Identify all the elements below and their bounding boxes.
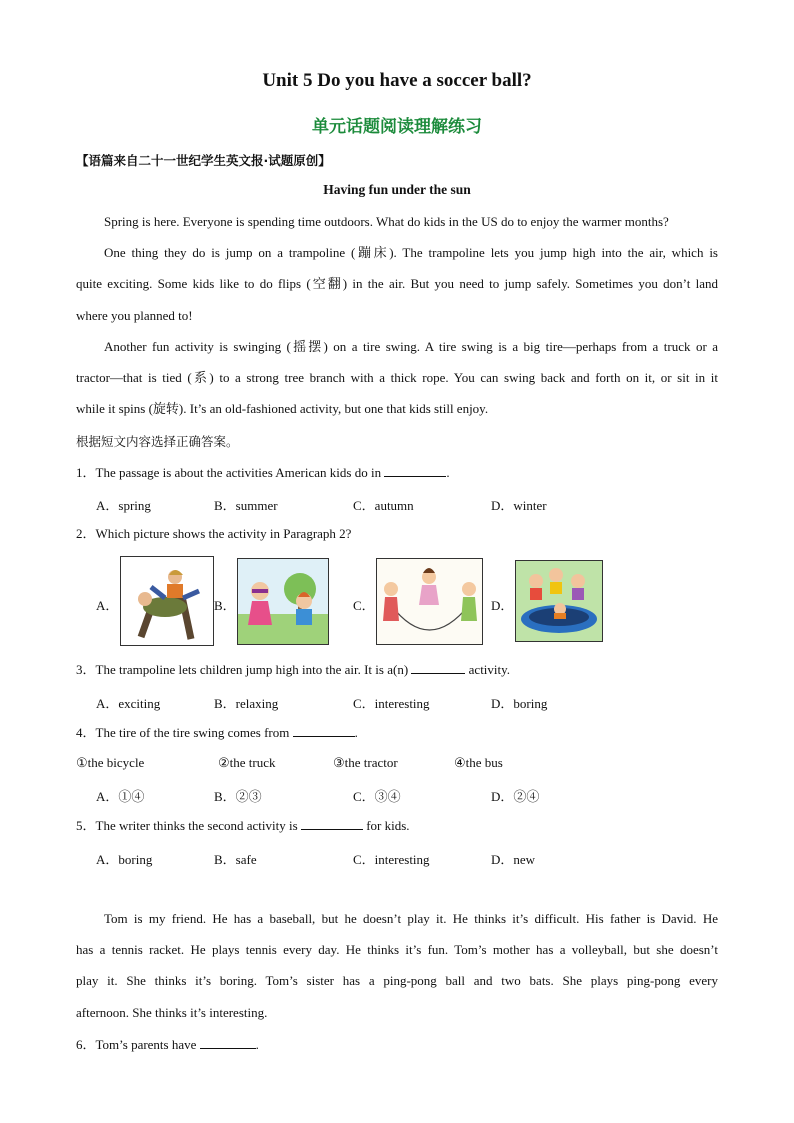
passage-line: where you planned to! xyxy=(76,308,193,323)
question-end: activity. xyxy=(468,662,511,677)
choice-item: ③the tractor xyxy=(333,755,398,770)
passage-line: Another fun activity is swinging (摇摆) on a tire swing. A tire swing is a big tire—perhaps from a truck or a xyxy=(104,339,718,354)
question-stem: 5．The writer thinks the second activity is xyxy=(76,818,298,833)
option-c[interactable]: C．③④ xyxy=(353,789,401,804)
picture-leapfrog[interactable] xyxy=(120,556,214,646)
picture-trampoline[interactable] xyxy=(515,560,603,642)
option-d[interactable]: D．winter xyxy=(491,498,547,513)
page-subtitle: 单元话题阅读理解练习 xyxy=(312,117,482,137)
passage-line: while it spins (旋转). It’s an old-fashioned activity, but one that kids still enjoy. xyxy=(76,401,489,416)
answer-blank[interactable] xyxy=(301,817,363,830)
question-stem: 1．The passage is about the activities American kids do in xyxy=(76,465,382,480)
passage-line: Spring is here. Everyone is spending time outdoors. What do kids in the US do to enjoy the warmer months? xyxy=(104,214,669,229)
option-a[interactable]: A．exciting xyxy=(96,696,161,711)
question-1 xyxy=(76,464,718,481)
option-c[interactable]: C． xyxy=(353,598,375,613)
passage-line: play it. She thinks it’s boring. Tom’s sister has a ping-pong ball and two bats. She plays ping-pong every xyxy=(76,973,718,988)
question-stem: 6．Tom’s parents have xyxy=(76,1037,197,1052)
question-5 xyxy=(76,817,718,834)
option-a[interactable]: A．boring xyxy=(96,852,153,867)
question-stem: 3．The trampoline lets children jump high into the air. It is a(n) xyxy=(76,662,409,677)
option-d[interactable]: D．new xyxy=(491,852,536,867)
question-4 xyxy=(76,724,718,741)
question-stem: 4．The tire of the tire swing comes from xyxy=(76,725,290,740)
option-d[interactable]: D．②④ xyxy=(491,789,540,804)
question-end: for kids. xyxy=(366,818,410,833)
instruction: 根据短文内容选择正确答案。 xyxy=(76,434,239,449)
option-b[interactable]: B．relaxing xyxy=(214,696,279,711)
picture-jump-rope[interactable] xyxy=(376,558,483,645)
option-c[interactable]: C．interesting xyxy=(353,696,430,711)
option-a[interactable]: A．spring xyxy=(96,498,151,513)
question-2: 2．Which picture shows the activity in Paragraph 2? xyxy=(76,526,352,541)
choice-item: ②the truck xyxy=(218,755,276,770)
question-end: . xyxy=(354,725,358,740)
option-a[interactable]: A． xyxy=(96,598,119,613)
answer-blank[interactable] xyxy=(200,1036,256,1049)
option-d[interactable]: D．boring xyxy=(491,696,548,711)
passage-line: One thing they do is jump on a trampoline (蹦床). The trampoline lets you jump high into the air, which is xyxy=(104,245,718,260)
answer-blank[interactable] xyxy=(411,661,465,674)
option-b[interactable]: B．②③ xyxy=(214,789,262,804)
option-b[interactable]: B．safe xyxy=(214,852,257,867)
passage-line: has a tennis racket. He plays tennis every day. He thinks it’s fun. Tom’s mother has a volleyball, but she doesn’t xyxy=(76,942,718,957)
page-title: Unit 5 Do you have a soccer ball? xyxy=(262,70,532,91)
option-c[interactable]: C．autumn xyxy=(353,498,414,513)
question-end: . xyxy=(446,465,450,480)
passage-title: Having fun under the sun xyxy=(323,182,471,197)
passage-line: tractor—that is tied (系) to a strong tree branch with a thick rope. You can swing back and forth on it, or sit in it xyxy=(76,370,718,385)
question-6 xyxy=(76,1036,718,1053)
option-a[interactable]: A．①④ xyxy=(96,789,145,804)
choice-item: ①the bicycle xyxy=(76,755,145,770)
option-d[interactable]: D． xyxy=(491,598,514,613)
choice-item: ④the bus xyxy=(454,755,503,770)
option-b[interactable]: B．summer xyxy=(214,498,278,513)
picture-blindfold[interactable] xyxy=(237,558,329,645)
passage-line: afternoon. She thinks it’s interesting. xyxy=(76,1005,268,1020)
source-note: 【语篇来自二十一世纪学生英文报·试题原创】 xyxy=(76,153,331,168)
option-c[interactable]: C．interesting xyxy=(353,852,430,867)
option-b[interactable]: B． xyxy=(214,598,236,613)
answer-blank[interactable] xyxy=(384,464,446,477)
passage-line: quite exciting. Some kids like to do flips (空翻) in the air. But you need to jump safely. Sometimes you don’t land xyxy=(76,276,718,291)
question-3 xyxy=(76,661,718,678)
answer-blank[interactable] xyxy=(293,724,355,737)
passage-line: Tom is my friend. He has a baseball, but he doesn’t play it. He thinks it’s difficult. His father is David. He xyxy=(104,911,718,926)
question-end: . xyxy=(255,1037,259,1052)
